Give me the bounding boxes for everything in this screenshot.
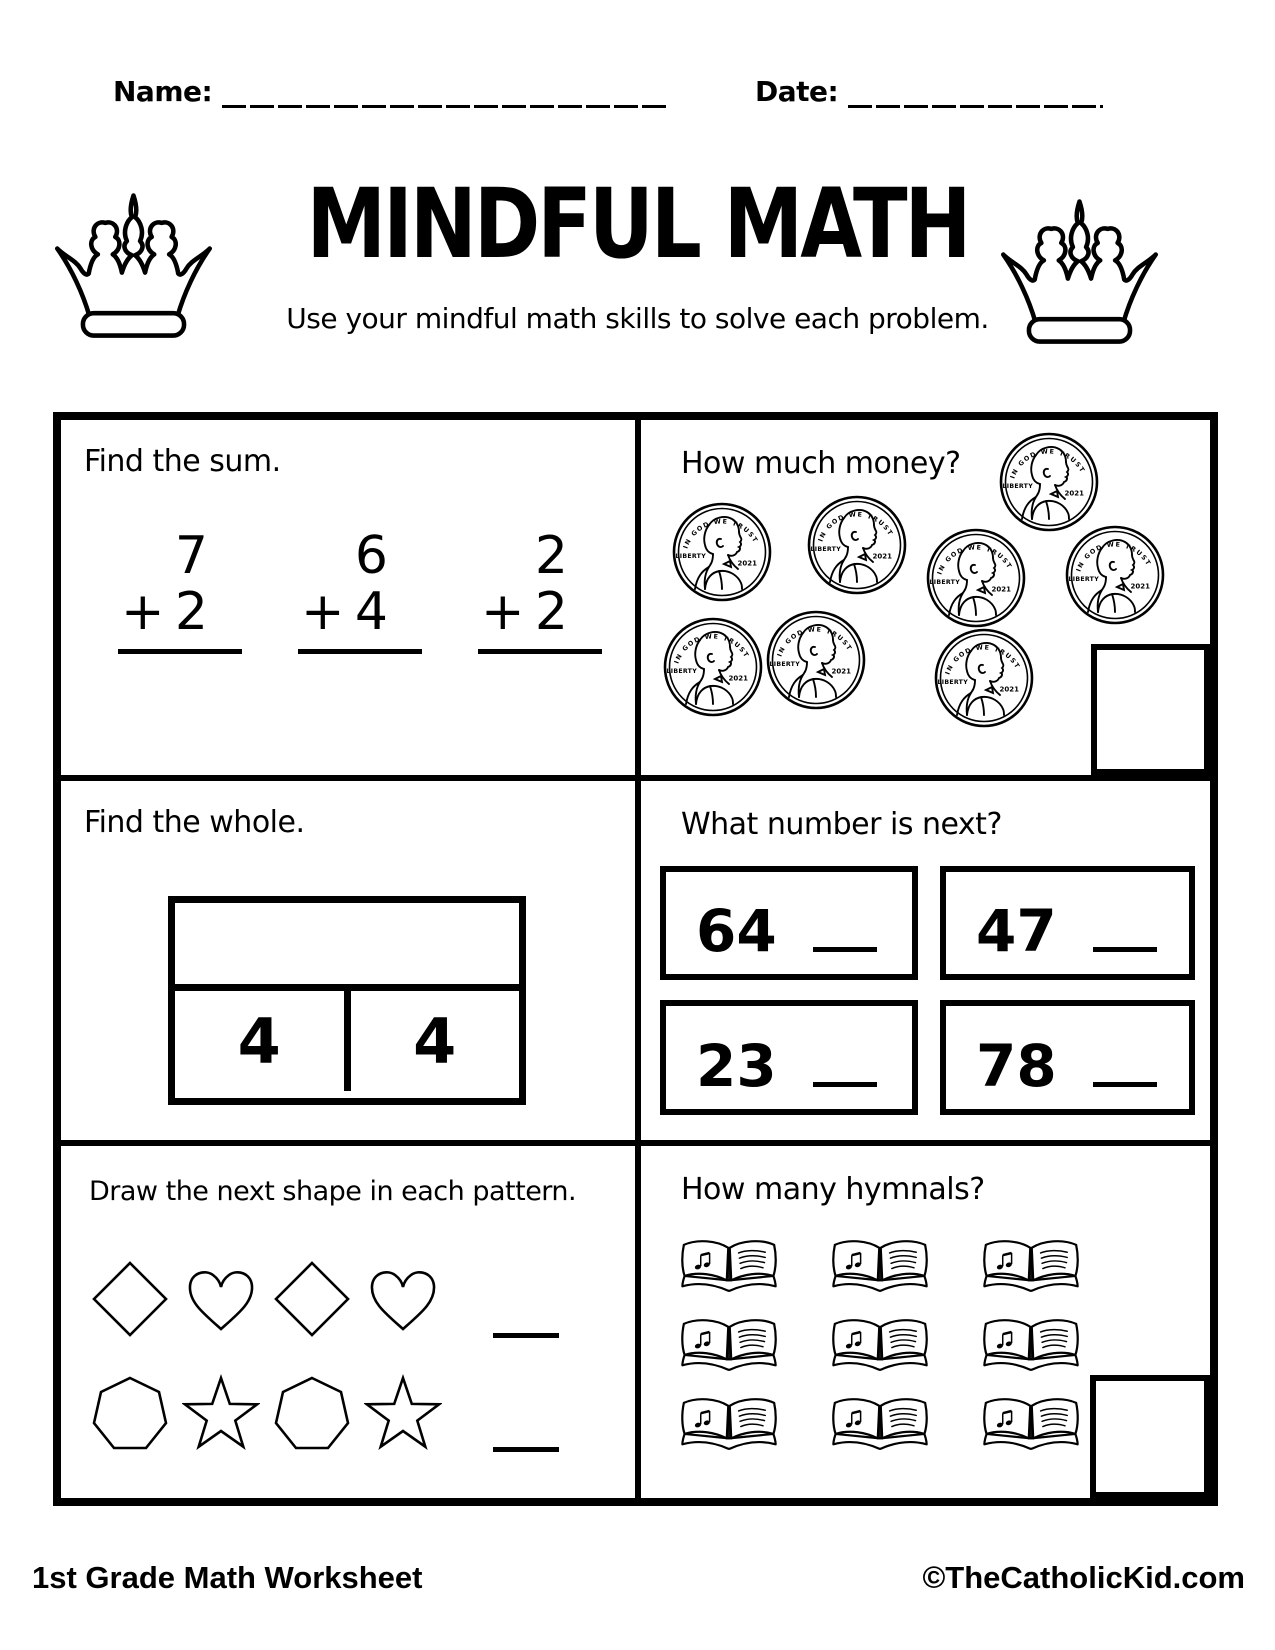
heart-shape (364, 1260, 442, 1338)
answer-box (1090, 1375, 1210, 1498)
cell-shape-pattern (61, 1146, 641, 1498)
hymnal-book-icon (964, 1312, 1098, 1386)
name-label: Name: (113, 75, 213, 108)
cell-title: Find the whole. (84, 805, 305, 840)
sequence-number: 47 (976, 897, 1057, 965)
answer-line (118, 649, 242, 654)
hymnal-book-icon (662, 1312, 796, 1386)
hymnal-book-icon (662, 1233, 796, 1307)
cell-title: Draw the next shape in each pattern. (89, 1176, 577, 1207)
cell-find-the-sum (61, 420, 641, 781)
number-sequence-box (940, 866, 1195, 980)
number-sequence-box (660, 1000, 918, 1115)
penny-coin-icon (934, 628, 1034, 728)
sequence-number: 78 (976, 1032, 1057, 1100)
hymnal-grid (653, 1230, 1106, 1467)
date-field (755, 74, 1103, 108)
cell-title: How many hymnals? (681, 1172, 985, 1207)
penny-coin-icon (672, 502, 772, 602)
part-box: 4 (175, 991, 351, 1091)
addend-top: 2 (534, 526, 568, 586)
draw-answer-blank (493, 1260, 559, 1338)
diamond-shape (91, 1260, 169, 1338)
penny-coin-icon (999, 432, 1099, 532)
addend-bottom: 2 (534, 582, 568, 643)
star-shape (364, 1374, 442, 1452)
penny-coin-icon (807, 495, 907, 595)
draw-answer-blank (493, 1374, 559, 1452)
cell-how-much-money (641, 420, 1210, 781)
plus-sign: + (121, 582, 165, 643)
heptagon-shape (273, 1374, 351, 1452)
addend-top: 7 (174, 526, 208, 586)
plus-sign: + (481, 582, 525, 643)
footer-copyright: ©TheCatholicKid.com (922, 1560, 1245, 1595)
addition-problem (478, 528, 602, 654)
diamond-shape (273, 1260, 351, 1338)
cell-title: What number is next? (681, 807, 1002, 842)
cell-title: Find the sum. (84, 444, 281, 479)
answer-line (478, 649, 602, 654)
number-sequence-box (940, 1000, 1195, 1115)
cell-find-the-whole (61, 781, 641, 1146)
whole-box (175, 903, 519, 991)
addend-top: 6 (354, 526, 388, 586)
hymnal-book-icon (964, 1233, 1098, 1307)
answer-box (1091, 644, 1210, 775)
addend-bottom: 2 (174, 582, 208, 643)
heptagon-shape (91, 1374, 169, 1452)
sequence-number: 64 (696, 897, 777, 965)
cell-what-number-is-next (641, 781, 1210, 1146)
cell-title: How much money? (681, 446, 961, 481)
penny-coin-icon (926, 528, 1026, 628)
pattern-row (91, 1260, 559, 1338)
addition-problem (298, 528, 422, 654)
addition-problem (118, 528, 242, 654)
number-sequence-box (660, 866, 918, 980)
date-blank-line (848, 74, 1103, 108)
hymnal-book-icon (813, 1391, 947, 1465)
part-part-whole-diagram (168, 896, 526, 1105)
hymnal-book-icon (813, 1233, 947, 1307)
pattern-row (91, 1374, 559, 1452)
plus-sign: + (301, 582, 345, 643)
hymnal-book-icon (813, 1312, 947, 1386)
answer-blank (813, 942, 877, 952)
problem-grid (53, 412, 1218, 1506)
page-title: MINDFUL MATH (306, 168, 969, 280)
star-shape (182, 1374, 260, 1452)
heart-shape (182, 1260, 260, 1338)
hymnal-book-icon (662, 1391, 796, 1465)
answer-line (298, 649, 422, 654)
hymnal-book-icon (964, 1391, 1098, 1465)
penny-coin-icon (663, 617, 763, 717)
date-label: Date: (755, 75, 839, 108)
page-footer (32, 1560, 1245, 1596)
addend-bottom: 4 (354, 582, 388, 643)
addition-problems (118, 528, 602, 654)
answer-blank (1093, 942, 1157, 952)
cell-how-many-hymnals (641, 1146, 1210, 1498)
penny-coin-icon (766, 610, 866, 710)
page-subtitle: Use your mindful math skills to solve each problem. (286, 302, 989, 335)
penny-coin-icon (1065, 525, 1165, 625)
sequence-number: 23 (696, 1032, 777, 1100)
part-box: 4 (413, 1004, 457, 1078)
answer-blank (813, 1077, 877, 1087)
answer-blank (1093, 1077, 1157, 1087)
footer-worksheet-label: 1st Grade Math Worksheet (32, 1560, 423, 1595)
name-field (113, 74, 667, 108)
name-blank-line (222, 74, 667, 108)
